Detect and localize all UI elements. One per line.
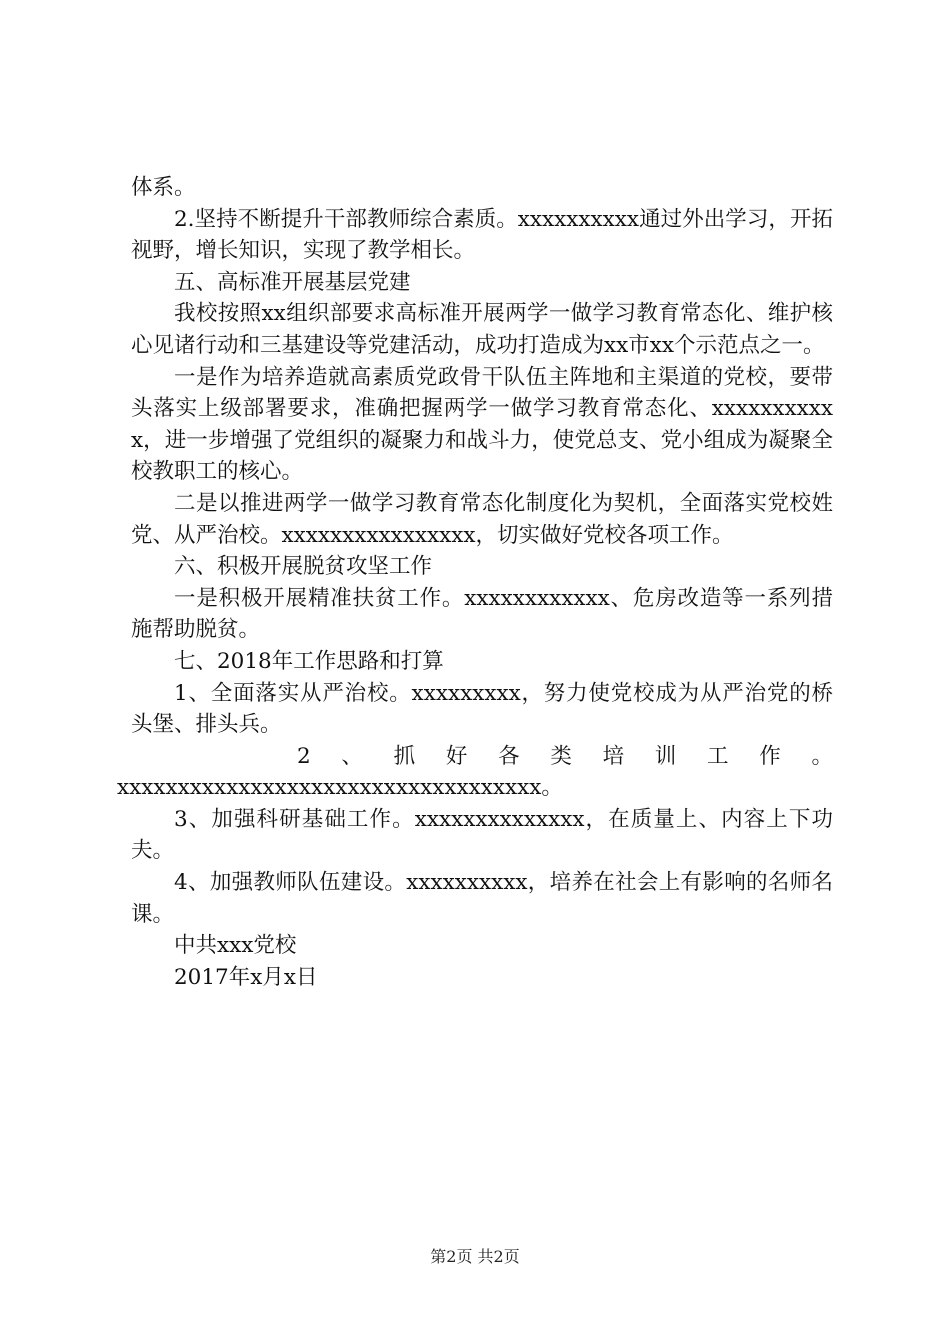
paragraph-item-2: 2.坚持不断提升干部教师综合素质。xxxxxxxxxx通过外出学习，开拓视野，增长知识，实现了教学相长。 [131,206,833,264]
plan-item-4: 4、加强教师队伍建设。xxxxxxxxxx，培养在社会上有影响的名师名课。 [131,870,833,927]
paragraph-first-point: 一是作为培养造就高素质党政骨干队伍主阵地和主渠道的党校，要带头落实上级部署要求，准确把握两学一做学习教育常态化、xxxxxxxxxxx，进一步增强了党组织的凝聚力和战斗力，使党总支、党小组成为凝聚全校教职工的核心。 [131,364,833,485]
signature-date: 2017年x月x日 [174,964,318,990]
plan-item-2-heading: 2、抓好各类培训工作。 [297,743,833,769]
paragraph-second-point: 二是以推进两学一做学习教育常态化制度化为契机，全面落实党校姓党、从严治校。xxxxxxxxxxxxxxxx，切实做好党校各项工作。 [131,490,833,548]
document-body [117,172,833,993]
plan-item-3: 3、加强科研基础工作。xxxxxxxxxxxxxx，在质量上、内容上下功夫。 [131,806,833,864]
section-heading-6: 六、积极开展脱贫攻坚工作 [174,554,433,580]
paragraph-poverty-alleviation: 一是积极开展精准扶贫工作。xxxxxxxxxxxx、危房改造等一系列措施帮助脱贫。 [131,585,833,643]
paragraph-party-building: 我校按照xx组织部要求高标准开展两学一做学习教育常态化、维护核心见诸行动和三基建设等党建活动，成功打造成为xx市xx个示范点之一。 [131,301,833,358]
plan-item-1: 1、全面落实从严治校。xxxxxxxxx，努力使党校成为从严治党的桥头堡、排头兵。 [131,680,833,738]
paragraph-continuation: 体系。 [131,175,196,200]
section-heading-5: 五、高标准开展基层党建 [174,269,411,295]
section-heading-7: 七、2018年工作思路和打算 [174,648,444,674]
signature-org: 中共xxx党校 [174,933,297,959]
plan-item-2-body: xxxxxxxxxxxxxxxxxxxxxxxxxxxxxxxxxxx。 [117,775,563,801]
page-footer: 第2页 共2页 [430,1247,520,1266]
